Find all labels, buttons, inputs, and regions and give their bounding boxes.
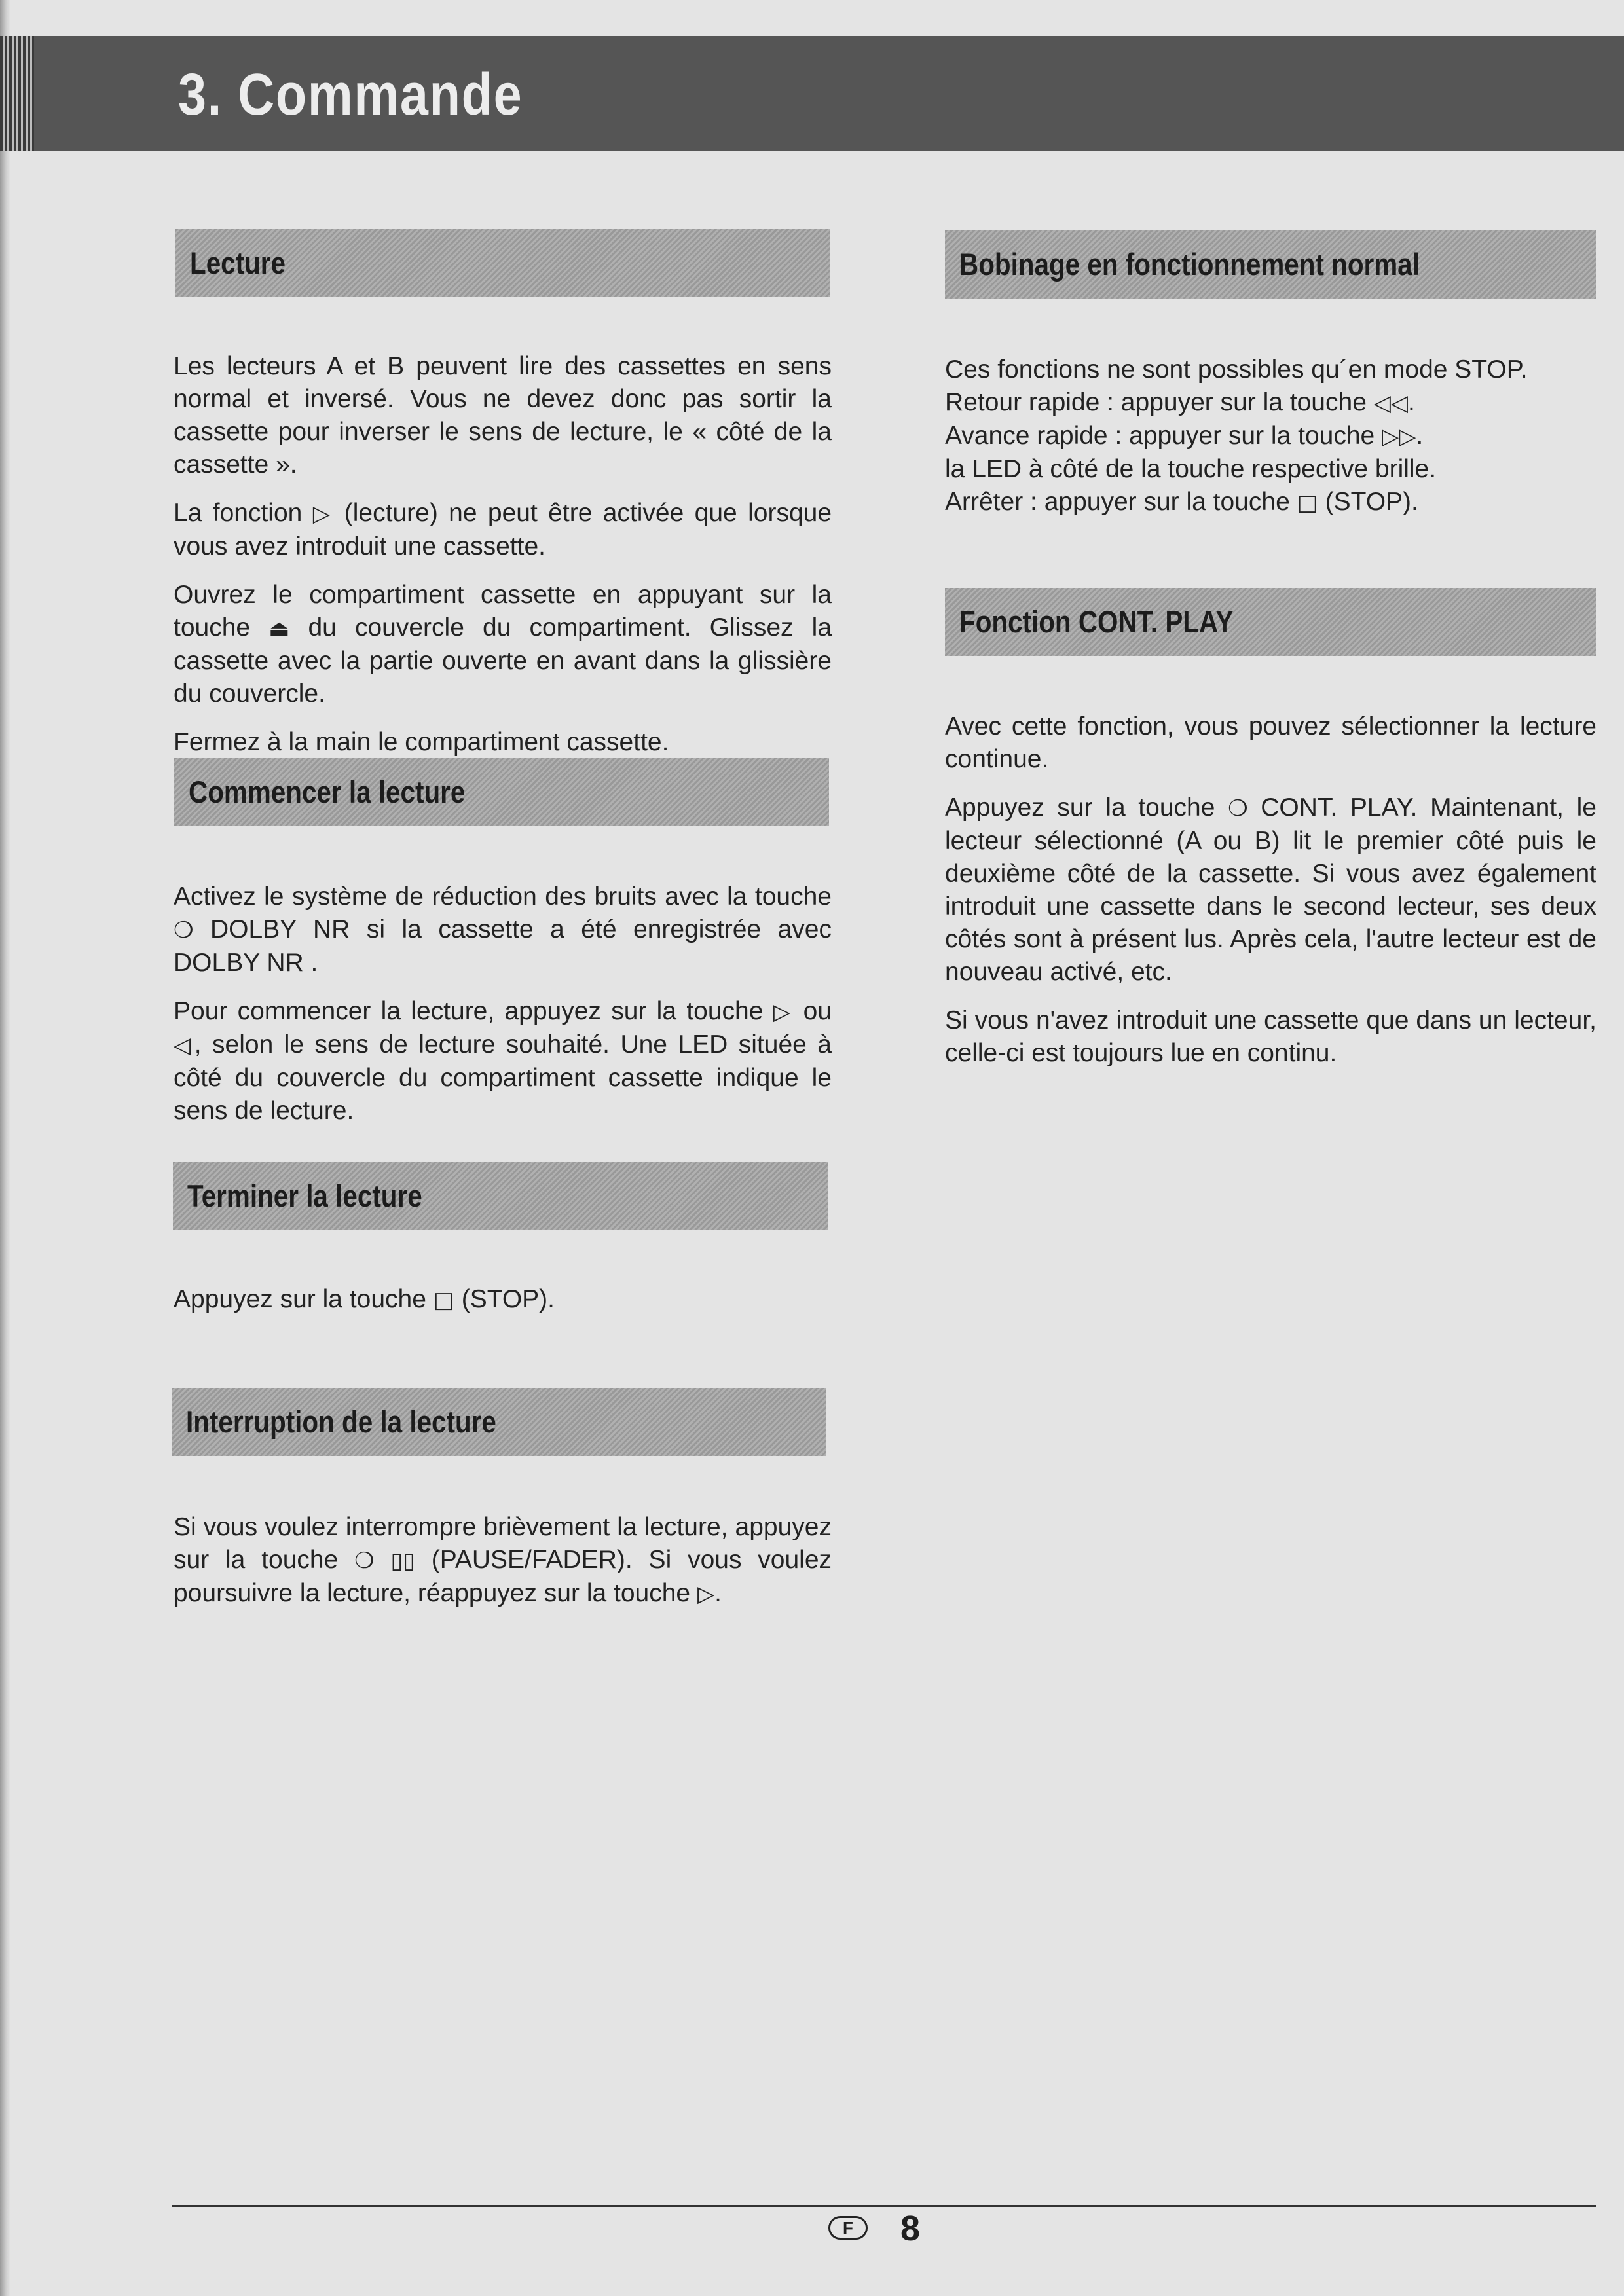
paragraph-text: du couvercle du compartiment. Glissez la cassette avec la partie ouverte en avant dans la glissière du couvercle. — [174, 613, 832, 708]
button-icon: ❍ — [1228, 795, 1248, 822]
play-icon: ▷ — [773, 999, 794, 1025]
paragraph — [174, 881, 832, 979]
paragraph-text: Si vous voulez interrompre brièvement la lecture, appuyez sur la touche — [174, 1513, 832, 1574]
paragraph-text: CONT. PLAY. Maintenant, le lecteur sélectionné (A ou B) lit le premier côté puis le deuxième côté de la cassette. Si vous avez également introduit une cassette dans le second lecteur, ses deux côtés sont à présent lus. Après cela, l'autre lecteur est de nouveau activé, etc. — [945, 793, 1596, 986]
paragraph-text: Ouvrez le compartiment cassette en appuyant sur la touche — [174, 581, 832, 642]
paragraph — [945, 792, 1596, 989]
language-badge: F — [828, 2216, 868, 2240]
line-text: Retour rapide : appuyer sur la touche — [945, 388, 1367, 416]
rewind-icon: ◁◁ — [1373, 390, 1409, 416]
section-header-lecture — [175, 229, 830, 297]
section-title: Bobinage en fonctionnement normal — [959, 247, 1420, 282]
paragraph — [174, 1511, 832, 1611]
binding-notch — [0, 36, 34, 151]
play-icon: ▷ — [697, 1581, 715, 1607]
section-body-terminer — [174, 1283, 832, 1332]
text-line — [945, 386, 1596, 420]
binding-edge — [0, 0, 10, 2296]
paragraph-text: Pour commencer la lecture, appuyez sur la touche — [174, 997, 764, 1025]
section-body-contplay — [945, 710, 1596, 1085]
paragraph-text: (STOP). — [461, 1285, 555, 1313]
stop-icon: □ — [1297, 490, 1318, 516]
paragraph-text: ou — [803, 997, 832, 1025]
eject-icon: ⏏ — [268, 615, 290, 642]
paragraph-text: , selon le sens de lecture souhaité. Une LED située à côté du couvercle du compartiment cassette indique le sens de lecture. — [174, 1030, 832, 1125]
section-body-interruption — [174, 1511, 832, 1626]
page-title: 3. Commande — [178, 62, 523, 128]
play-icon: ▷ — [312, 501, 334, 527]
section-title: Terminer la lecture — [187, 1178, 422, 1213]
footer-rule — [172, 2205, 1596, 2207]
section-body-lecture — [174, 350, 832, 774]
paragraph: Si vous n'avez introduit une cassette que dans un lecteur, celle-ci est toujours lue en continu. — [945, 1006, 1596, 1067]
paragraph-text: La fonction — [174, 499, 303, 527]
paragraph: Avec cette fonction, vous pouvez sélectionner la lecture continue. — [945, 712, 1596, 773]
section-header-interruption — [172, 1388, 826, 1456]
paragraph — [174, 1283, 832, 1317]
section-title: Fonction CONT. PLAY — [959, 604, 1234, 639]
paragraph — [174, 497, 832, 563]
paragraph-text: Appuyez sur la touche — [174, 1285, 426, 1313]
line-text: Arrêter : appuyer sur la touche — [945, 488, 1290, 516]
paragraph-text: Appuyez sur la touche — [945, 793, 1215, 822]
paragraph-text: . — [714, 1579, 722, 1607]
section-header-bobinage — [945, 230, 1596, 299]
paragraph: Les lecteurs A et B peuvent lire des cassettes en sens normal et inversé. Vous ne devez donc pas sortir la cassette pour inverser le sens de lecture, le « côté de la cassette ». — [174, 352, 832, 479]
fast-forward-icon: ▷▷ — [1382, 424, 1416, 450]
section-header-commencer — [174, 758, 829, 826]
section-title: Interruption de la lecture — [186, 1404, 496, 1439]
line-text: (STOP). — [1325, 488, 1418, 516]
paragraph — [174, 995, 832, 1127]
text-line — [945, 486, 1596, 519]
section-header-terminer — [173, 1162, 828, 1230]
line-text: Avance rapide : appuyer sur la touche — [945, 422, 1375, 450]
reverse-play-icon: ◁ — [174, 1032, 194, 1059]
section-header-contplay — [945, 588, 1596, 656]
page-number: 8 — [900, 2209, 921, 2248]
paragraph-text: DOLBY NR si la cassette a été enregistrée avec DOLBY NR . — [174, 915, 832, 977]
paragraph — [174, 579, 832, 710]
stop-icon: □ — [433, 1287, 454, 1313]
paragraph-text: Activez le système de réduction des bruits avec la touche — [174, 883, 832, 911]
line-text: . — [1416, 422, 1424, 450]
paragraph-text: (lecture) ne peut être activée que lorsque vous avez introduit une cassette. — [174, 499, 832, 560]
line-text: . — [1408, 388, 1415, 416]
button-icon: ❍ — [354, 1548, 375, 1574]
text-line: la LED à côté de la touche respective brille. — [945, 455, 1437, 483]
paragraph: Fermez à la main le compartiment cassette. — [174, 728, 669, 756]
button-icon: ❍ — [174, 917, 194, 943]
section-title: Commencer la lecture — [189, 774, 466, 809]
text-line: Ces fonctions ne sont possibles qu´en mode STOP. — [945, 355, 1528, 384]
pause-icon: ▯▯ — [390, 1548, 415, 1574]
section-body-bobinage — [945, 354, 1596, 519]
text-line — [945, 420, 1596, 453]
section-body-commencer — [174, 881, 832, 1143]
paragraph-text: (PAUSE/FADER). Si vous voulez poursuivre la lecture, réappuyez sur la touche — [174, 1546, 832, 1607]
section-title: Lecture — [190, 246, 286, 280]
